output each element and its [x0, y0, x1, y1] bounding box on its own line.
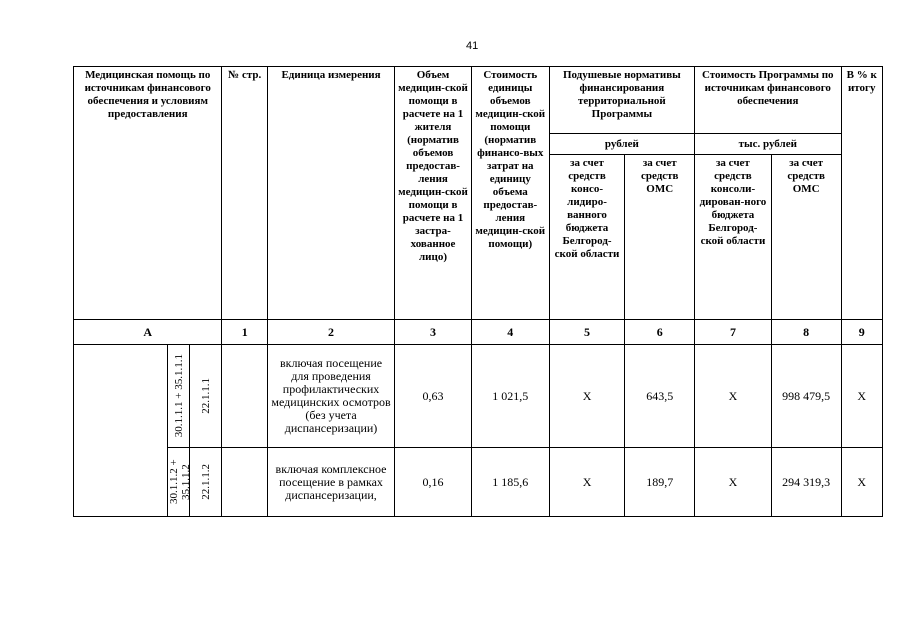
header-col-a: Медицинская помощь по источникам финансового обеспечения и условиям предоставления: [74, 67, 222, 320]
index-cell-a: А: [74, 320, 222, 345]
header-col-1: № стр.: [222, 67, 267, 320]
empty-category-cell: [74, 345, 168, 517]
index-cell-5: 5: [549, 320, 625, 345]
row-formula-cell: [167, 448, 192, 517]
header-col-3: Объем медицин-ской помощи в расчете на 1 жителя (норматив объемов предостав-ления медицин-ской помощи в расчете на 1 застра-хованное лицо): [395, 67, 472, 320]
index-cell-1: 1: [222, 320, 267, 345]
row-value-3: 0,16: [395, 448, 472, 517]
table-row: [74, 345, 883, 448]
header-group-program-cost: Стоимость Программы по источникам финансового обеспечения: [695, 67, 841, 134]
header-group-per-capita: Подушевые нормативы финансирования территориальной Программы: [549, 67, 694, 134]
row-line-number: 22.1.1.1: [199, 378, 212, 414]
header-col-4: Стоимость единицы объемов медицин-ской помощи (норматив финансо-вых затрат на единицу объема предостав-ления медицин-ской помощи): [471, 67, 549, 320]
index-cell-7: 7: [695, 320, 772, 345]
row-line-cell: [190, 448, 222, 517]
row-formula: 30.1.1.1 + 35.1.1.1: [172, 354, 185, 438]
header-col-9: В % к итогу: [841, 67, 883, 320]
row-value-8: 294 319,3: [771, 448, 841, 517]
table-row: [74, 448, 883, 517]
row-value-9: Х: [841, 345, 883, 448]
financing-table: [73, 66, 883, 517]
row-description: включая посещение для проведения профилактических медицинских осмотров (без учета диспансеризации): [267, 345, 394, 448]
header-col-6: за счет средств ОМС: [625, 155, 695, 320]
row-value-5: Х: [549, 345, 625, 448]
index-row: [74, 320, 883, 345]
header-col-5: за счет средств консо-лидиро-ванного бюджета Белгород-ской области: [549, 155, 625, 320]
row-value-9: Х: [841, 448, 883, 517]
header-unit-rub: рублей: [549, 134, 694, 155]
header-col-2: Единица измерения: [267, 67, 394, 320]
row-value-7: Х: [695, 448, 772, 517]
row-value-3: 0,63: [395, 345, 472, 448]
header-col-8: за счет средств ОМС: [771, 155, 841, 320]
row-line-number: 22.1.1.2: [199, 464, 212, 500]
row-col-1-cell: [222, 345, 267, 448]
row-value-4: 1 185,6: [471, 448, 549, 517]
header-unit-thous-rub: тыс. рублей: [695, 134, 841, 155]
index-cell-6: 6: [625, 320, 695, 345]
row-formula: 30.1.1.2 + 35.1.1.2: [167, 459, 192, 505]
row-value-5: Х: [549, 448, 625, 517]
row-description: включая комплексное посещение в рамках диспансеризации,: [267, 448, 394, 517]
row-col-1-cell: [222, 448, 267, 517]
row-value-7: Х: [695, 345, 772, 448]
index-cell-2: 2: [267, 320, 394, 345]
row-value-4: 1 021,5: [471, 345, 549, 448]
header-row-1: [74, 67, 883, 134]
index-cell-3: 3: [395, 320, 472, 345]
row-line-cell: [190, 345, 222, 448]
row-formula-cell: [167, 345, 189, 448]
index-cell-8: 8: [771, 320, 841, 345]
index-cell-9: 9: [841, 320, 883, 345]
row-value-6: 643,5: [625, 345, 695, 448]
page-number: 41: [466, 40, 479, 52]
row-value-8: 998 479,5: [771, 345, 841, 448]
header-col-7: за счет средств консоли-дирован-ного бюджета Белгород-ской области: [695, 155, 772, 320]
row-value-6: 189,7: [625, 448, 695, 517]
index-cell-4: 4: [471, 320, 549, 345]
